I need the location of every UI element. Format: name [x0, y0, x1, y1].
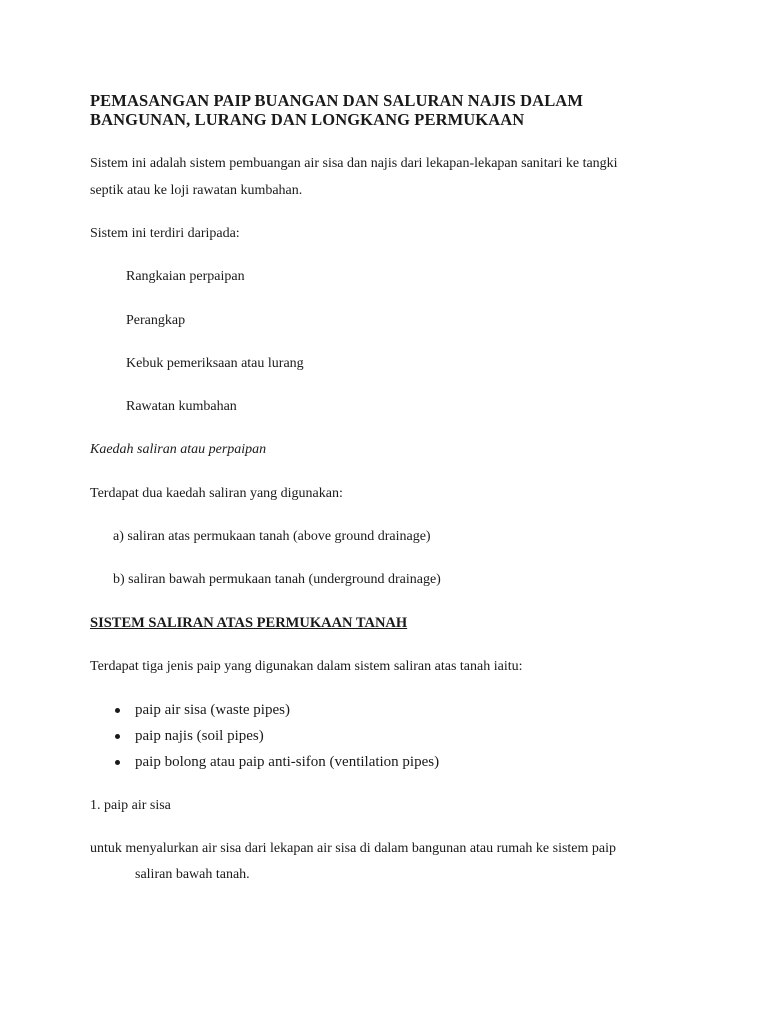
document-title-line-2: BANGUNAN, LURANG DAN LONGKANG PERMUKAAN	[90, 110, 525, 129]
pipe-type-item: paip air sisa (waste pipes)	[135, 702, 290, 718]
bullet-icon	[115, 734, 120, 739]
intro-paragraph-line-2: septik atau ke loji rawatan kumbahan.	[90, 183, 303, 198]
components-lead: Sistem ini terdiri daripada:	[90, 226, 240, 241]
component-item: Rangkaian perpaipan	[126, 269, 245, 284]
pipes-lead: Terdapat tiga jenis paip yang digunakan dalam sistem saliran atas tanah iaitu:	[90, 659, 523, 674]
numbered-item: 1. paip air sisa	[90, 798, 171, 813]
description-line-2: saliran bawah tanah.	[135, 867, 250, 882]
method-item: b) saliran bawah permukaan tanah (underground drainage)	[113, 572, 441, 587]
section-heading: SISTEM SALIRAN ATAS PERMUKAAN TANAH	[90, 615, 408, 631]
component-item: Kebuk pemeriksaan atau lurang	[126, 356, 304, 371]
method-heading: Kaedah saliran atau perpaipan	[90, 442, 267, 457]
component-item: Rawatan kumbahan	[126, 399, 237, 414]
intro-paragraph-line-1: Sistem ini adalah sistem pembuangan air sisa dan najis dari lekapan-lekapan sanitari ke tangki	[90, 156, 618, 171]
document-title-line-1: PEMASANGAN PAIP BUANGAN DAN SALURAN NAJIS DALAM	[90, 91, 583, 110]
method-lead: Terdapat dua kaedah saliran yang digunakan:	[90, 486, 343, 501]
pipe-type-item: paip bolong atau paip anti-sifon (ventilation pipes)	[135, 754, 440, 770]
bullet-icon	[115, 708, 120, 713]
description-line-1: untuk menyalurkan air sisa dari lekapan air sisa di dalam bangunan atau rumah ke sistem paip	[90, 841, 617, 856]
pipe-type-item: paip najis (soil pipes)	[135, 728, 264, 744]
bullet-icon	[115, 760, 120, 765]
component-item: Perangkap	[126, 313, 186, 328]
method-item: a) saliran atas permukaan tanah (above ground drainage)	[113, 529, 431, 544]
